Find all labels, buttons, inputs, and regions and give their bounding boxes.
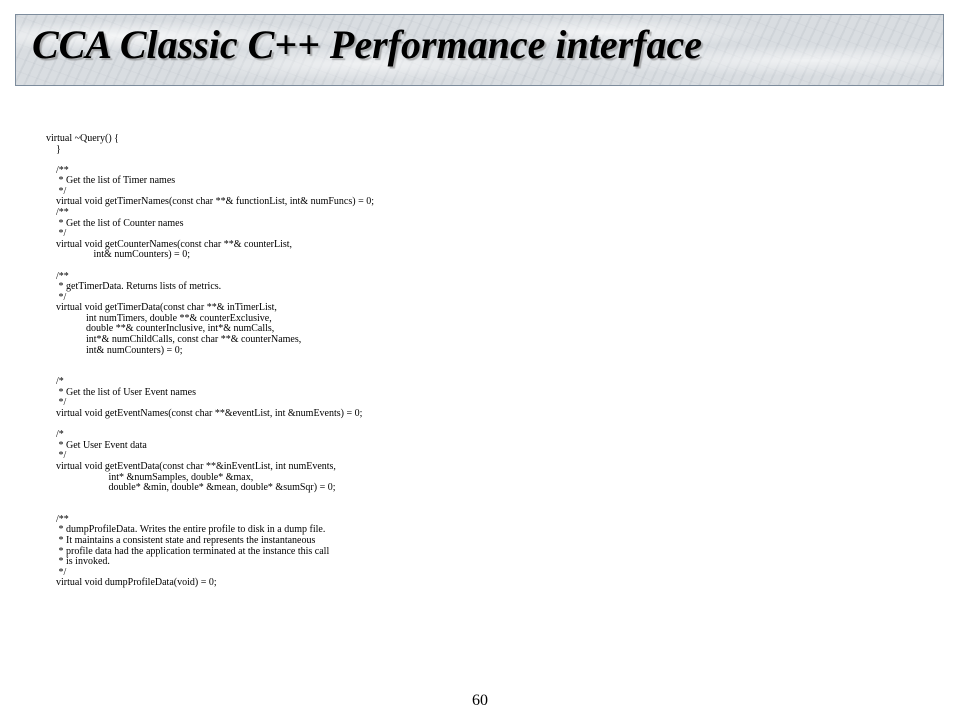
code-line: * dumpProfileData. Writes the entire profile to disk in a dump file. [46, 524, 326, 536]
code-line: int*& numChildCalls, const char **& counterNames, [46, 333, 302, 345]
code-line: * Get User Event data [46, 439, 147, 451]
code-listing [46, 134, 906, 589]
code-line: virtual void dumpProfileData(void) = 0; [46, 577, 217, 589]
code-line: * getTimerData. Returns lists of metrics. [46, 281, 222, 293]
code-line [46, 494, 906, 505]
code-line: int* &numSamples, double* &max, [46, 471, 254, 483]
code-line: */ [46, 291, 67, 303]
code-line: virtual ~Query() { [46, 133, 119, 144]
code-line [46, 367, 906, 378]
page-number: 60 [472, 692, 488, 709]
code-line: virtual void getTimerNames(const char **& functionList, int& numFuncs) = 0; [46, 196, 375, 208]
code-line: * Get the list of User Event names [46, 386, 196, 398]
code-line: /* [46, 376, 64, 388]
code-line: * It maintains a consistent state and represents the instantaneous [46, 534, 316, 546]
code-line: int& numCounters) = 0; [46, 249, 190, 261]
code-line: */ [46, 566, 67, 578]
code-line [46, 356, 906, 367]
code-line: virtual void getCounterNames(const char **& counterList, [46, 238, 293, 250]
code-line: virtual void getEventNames(const char **&eventList, int &numEvents) = 0; [46, 408, 363, 420]
code-line: */ [46, 450, 67, 462]
code-line [46, 504, 906, 515]
code-line: */ [46, 228, 67, 240]
code-line: * Get the list of Timer names [46, 175, 176, 187]
code-line [46, 261, 906, 272]
code-line: /* [46, 429, 64, 441]
code-line: */ [46, 397, 67, 409]
code-line: /** [46, 207, 69, 219]
code-line [46, 155, 906, 166]
code-line: double* &min, double* &mean, double* &sumSqr) = 0; [46, 482, 336, 494]
code-line: int& numCounters) = 0; [46, 344, 183, 356]
code-line: * profile data had the application terminated at the instance this call [46, 545, 330, 557]
code-line [46, 420, 906, 431]
code-line: } [46, 143, 61, 155]
code-line: virtual void getEventData(const char **&inEventList, int numEvents, [46, 460, 336, 472]
code-line: int numTimers, double **& counterExclusive, [46, 312, 272, 324]
code-line: */ [46, 185, 67, 197]
slide-title: CCA Classic C++ Performance interface [32, 22, 703, 67]
code-line: virtual void getTimerData(const char **& inTimerList, [46, 302, 277, 314]
code-line: double **& counterInclusive, int*& numCalls, [46, 323, 275, 335]
code-line: /** [46, 513, 69, 525]
code-line: /** [46, 164, 69, 176]
code-line: * is invoked. [46, 556, 110, 568]
code-line: * Get the list of Counter names [46, 217, 184, 229]
code-line: /** [46, 270, 69, 282]
